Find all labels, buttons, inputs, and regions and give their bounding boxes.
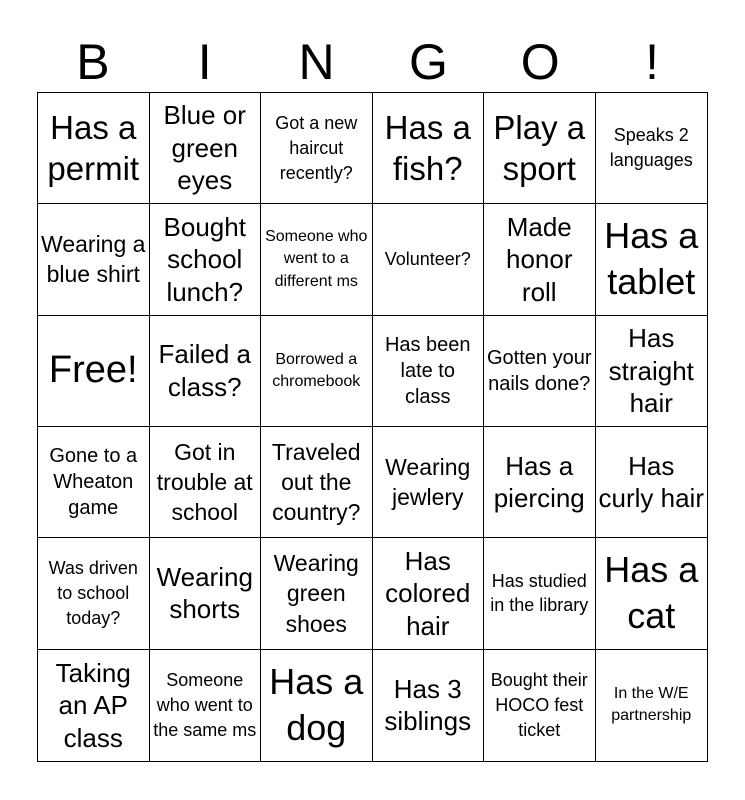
- bingo-cell[interactable]: Wearing shorts: [150, 538, 262, 649]
- bingo-cell[interactable]: Has a fish?: [373, 93, 485, 204]
- title-letter-g: G: [408, 34, 448, 90]
- bingo-cell[interactable]: Has curly hair: [596, 427, 708, 538]
- title-letter-i: I: [197, 34, 212, 90]
- bingo-cell[interactable]: Gone to a Wheaton game: [38, 427, 150, 538]
- bingo-cell[interactable]: Borrowed a chromebook: [261, 316, 373, 427]
- bingo-cell[interactable]: Play a sport: [484, 93, 596, 204]
- bingo-cell[interactable]: Got a new haircut recently?: [261, 93, 373, 204]
- bingo-cell[interactable]: Failed a class?: [150, 316, 262, 427]
- bingo-cell[interactable]: Has colored hair: [373, 538, 485, 649]
- bingo-cell[interactable]: Taking an AP class: [38, 650, 150, 761]
- bingo-cell[interactable]: In the W/E partnership: [611, 685, 692, 725]
- bingo-cell[interactable]: Has a cat: [596, 538, 708, 649]
- bingo-board: [37, 92, 708, 762]
- bingo-cell[interactable]: Wearing a blue shirt: [38, 204, 150, 315]
- title-letter-o: O: [520, 34, 560, 90]
- bingo-cell[interactable]: Has a piercing: [484, 427, 596, 538]
- bingo-cell[interactable]: Gotten your nails done?: [484, 316, 596, 427]
- title-letter-n: N: [298, 34, 335, 90]
- bingo-cell[interactable]: Was driven to school today?: [38, 538, 150, 649]
- bingo-cell[interactable]: Bought their HOCO fest ticket: [484, 650, 596, 761]
- bingo-cell[interactable]: Someone who went to the same ms: [150, 650, 262, 761]
- bingo-cell[interactable]: Speaks 2 languages: [596, 93, 708, 204]
- bingo-cell[interactable]: Has a dog: [261, 650, 373, 761]
- bingo-cell[interactable]: Wearing jewlery: [373, 427, 485, 538]
- bingo-cell[interactable]: Has straight hair: [596, 316, 708, 427]
- bingo-cell[interactable]: Has 3 siblings: [373, 650, 485, 761]
- bingo-cell[interactable]: Made honor roll: [484, 204, 596, 315]
- bingo-cell[interactable]: Has a permit: [38, 93, 150, 204]
- bingo-cell[interactable]: Traveled out the country?: [261, 427, 373, 538]
- bingo-cell[interactable]: Has studied in the library: [484, 538, 596, 649]
- bingo-cell[interactable]: Has a tablet: [596, 204, 708, 315]
- bingo-cell[interactable]: Bought school lunch?: [150, 204, 262, 315]
- bingo-cell[interactable]: Volunteer?: [373, 204, 485, 315]
- bingo-cell[interactable]: Blue or green eyes: [150, 93, 262, 204]
- bingo-cell[interactable]: Got in trouble at school: [150, 427, 262, 538]
- bingo-cell[interactable]: Has been late to class: [373, 316, 485, 427]
- bingo-cell-free[interactable]: Free!: [38, 316, 150, 427]
- title-letter-exclamation: !: [645, 34, 660, 90]
- title-letter-b: B: [76, 34, 110, 90]
- bingo-cell[interactable]: Someone who went to a different ms: [261, 204, 373, 315]
- bingo-title: [37, 32, 708, 92]
- bingo-cell[interactable]: Wearing green shoes: [261, 538, 373, 649]
